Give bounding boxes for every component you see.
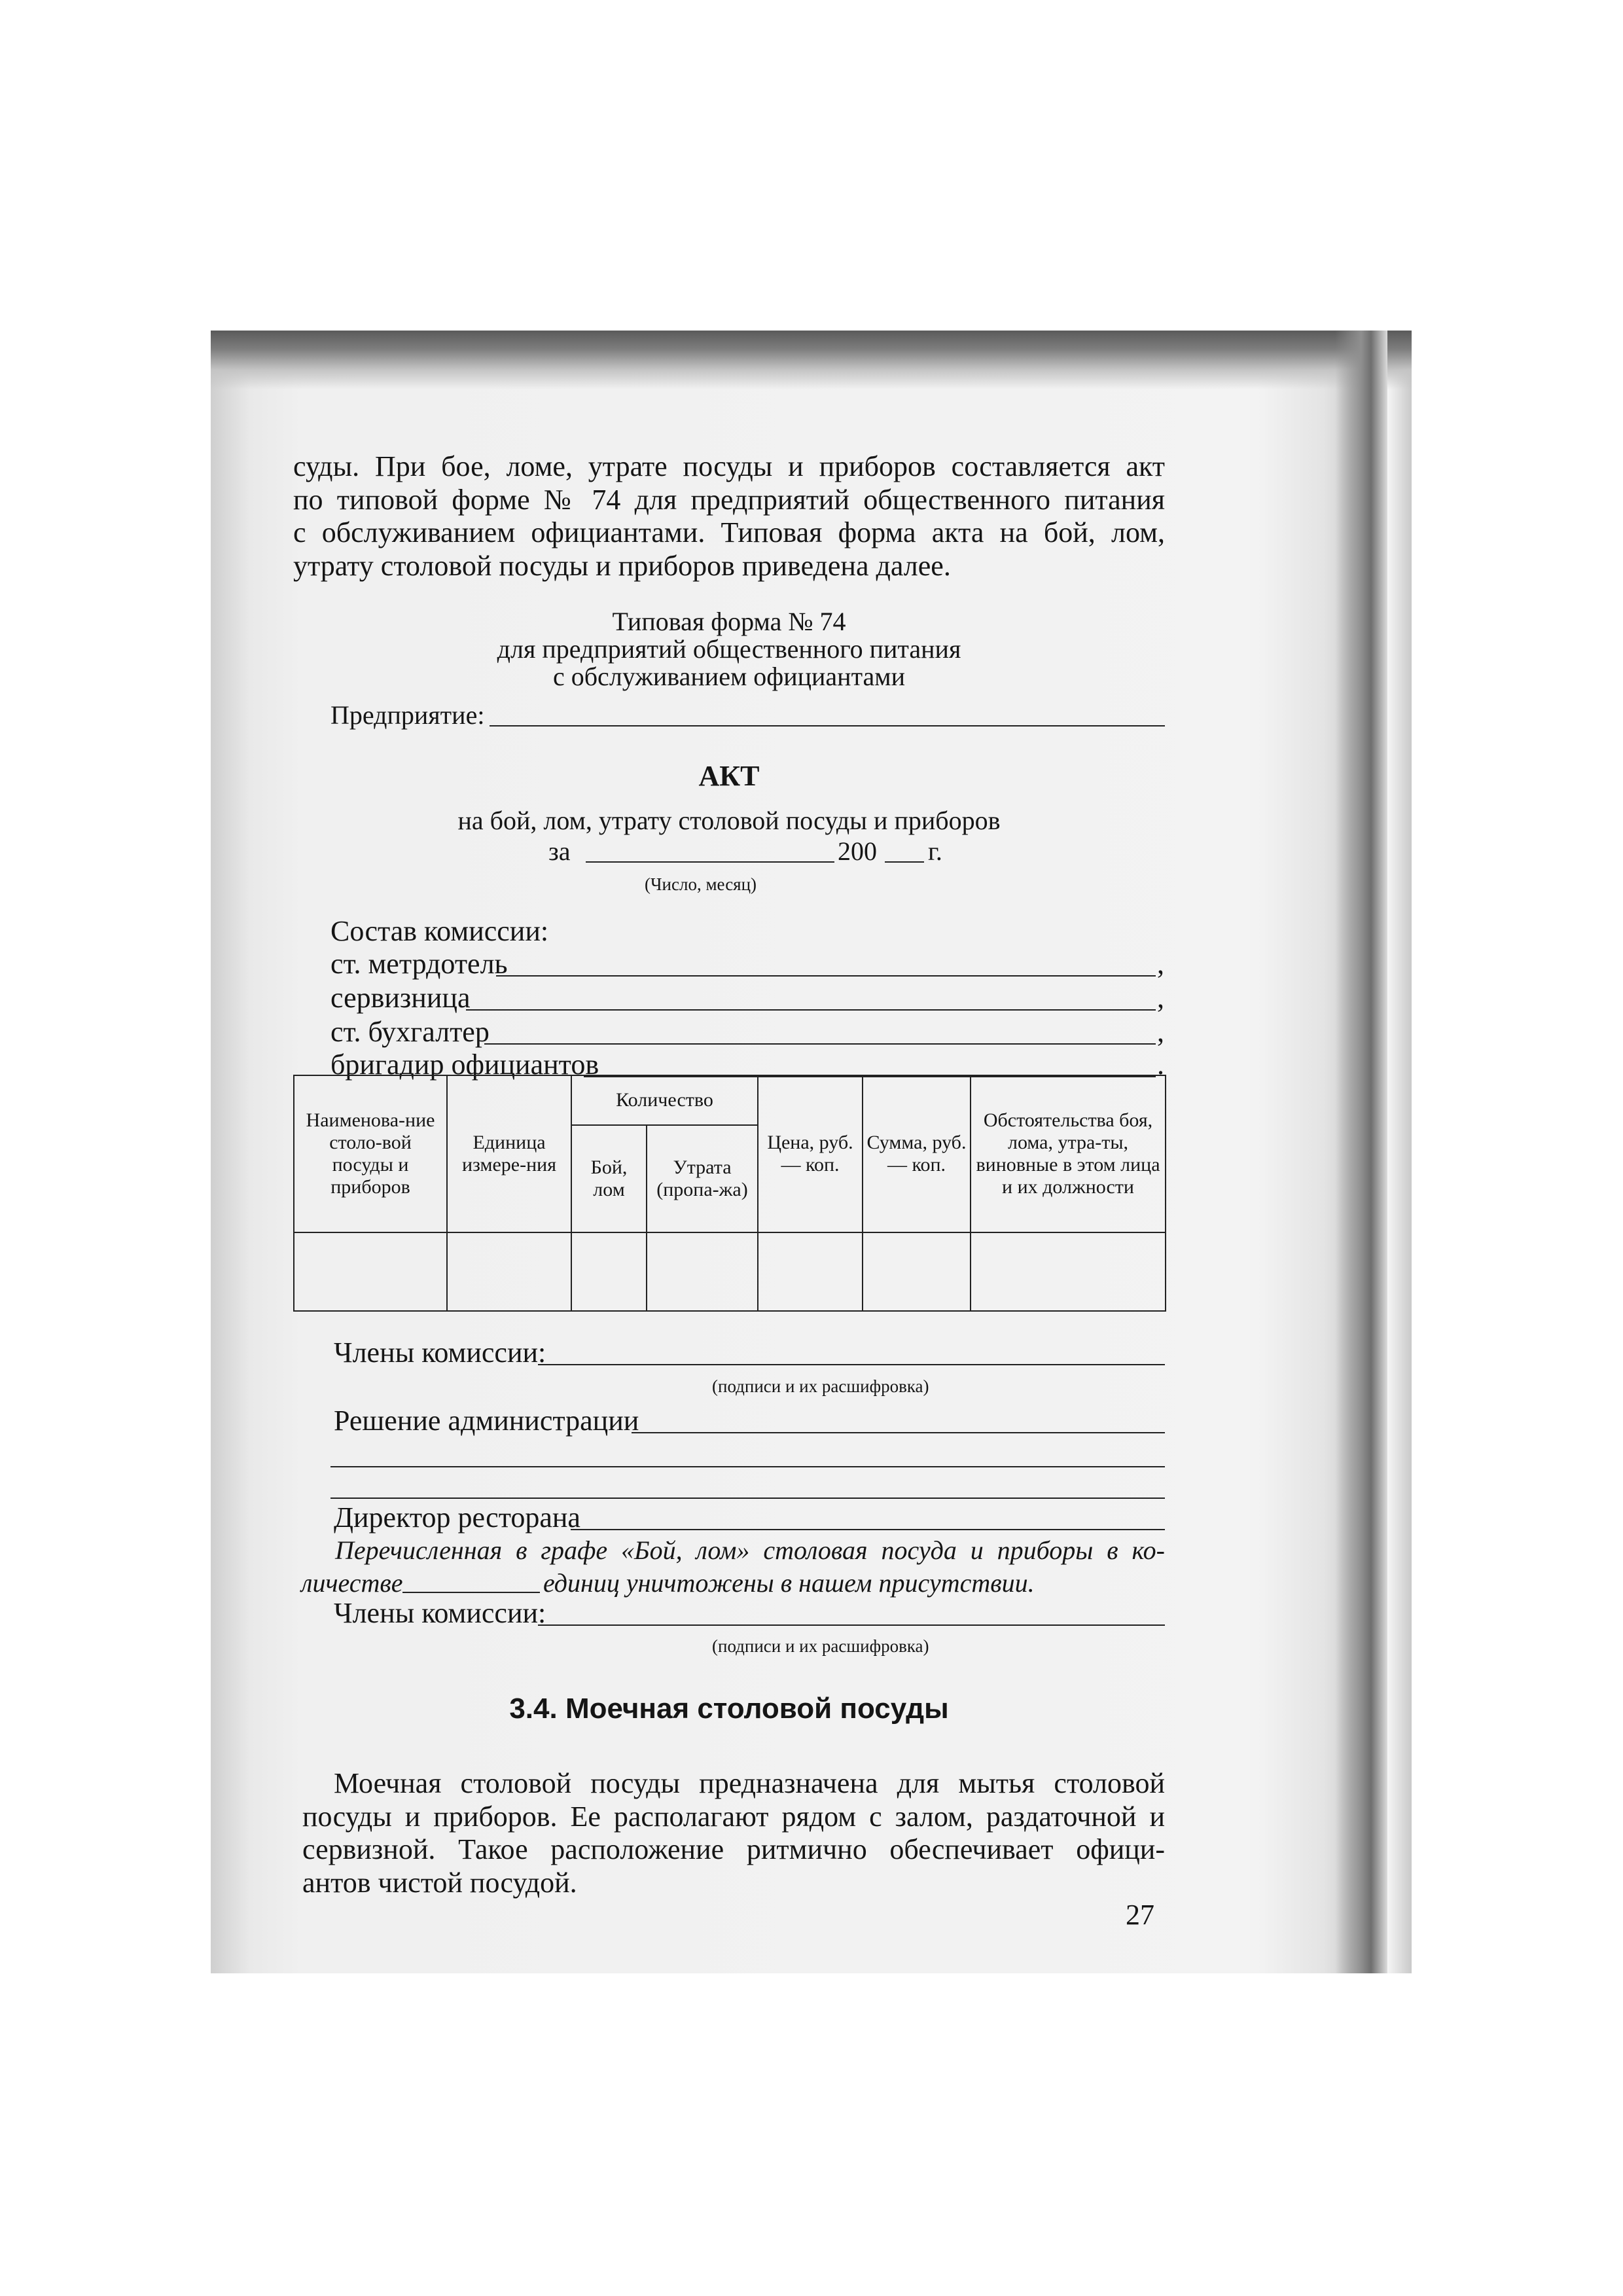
- commission-role: бригадир официантов: [330, 1049, 599, 1081]
- date-line: [586, 861, 834, 863]
- enterprise-label: Предприятие:: [330, 700, 485, 730]
- commission-end: ,: [1157, 982, 1164, 1014]
- commission-role: сервизница: [330, 982, 471, 1014]
- body-line: антов чистой посудой.: [302, 1866, 577, 1899]
- intro-paragraph: [293, 450, 1165, 583]
- commission-end: ,: [1157, 948, 1164, 980]
- body-line: Моечная столовой посуды предназначена для мытья столовой: [334, 1767, 1165, 1799]
- body-line: посуды и приборов. Ее располагают рядом с залом, раздаточной и: [302, 1800, 1165, 1833]
- form-header-line: с обслуживанием официантами: [552, 662, 906, 691]
- date-year: 200: [838, 836, 877, 866]
- col-sum-header: Сумма, руб. — коп.: [863, 1075, 971, 1232]
- commission-line: [484, 1043, 1156, 1045]
- act-table: [293, 1075, 1166, 1312]
- commission-line: [466, 1009, 1156, 1011]
- director-line: [571, 1529, 1165, 1530]
- decision-label: Решение администрации: [334, 1405, 639, 1437]
- destroyed-note-line2-start: личестве: [301, 1568, 403, 1598]
- col-lost-header: Утрата (пропа-жа): [647, 1125, 758, 1232]
- members-line-2: [538, 1624, 1165, 1626]
- date-hint: (Число, месяц): [645, 874, 757, 894]
- table-cell: [971, 1232, 1166, 1311]
- scan-top-shadow: [211, 331, 1412, 389]
- table-cell: [647, 1232, 758, 1311]
- members-label-2: Члены комиссии:: [334, 1597, 546, 1629]
- date-prefix: за: [548, 836, 571, 866]
- year-line: [885, 861, 924, 863]
- director-label: Директор ресторана: [334, 1501, 580, 1534]
- form-header-line: Типовая форма № 74: [612, 607, 846, 636]
- col-unit-header: Единица измере-ния: [447, 1075, 571, 1232]
- decision-line-3: [330, 1498, 1165, 1499]
- intro-line: утрату столовой посуды и приборов приведена далее.: [293, 549, 951, 582]
- form-header: [293, 608, 1165, 691]
- commission-title: Состав комиссии:: [330, 915, 549, 947]
- page-number: 27: [1126, 1899, 1154, 1931]
- intro-line: с обслуживанием официантами. Типовая форма акта на бой, лом,: [293, 516, 1165, 548]
- decision-line: [632, 1432, 1165, 1433]
- table-cell: [447, 1232, 571, 1311]
- commission-end: .: [1157, 1049, 1164, 1081]
- quantity-line: [402, 1592, 540, 1593]
- act-title: АКТ: [698, 760, 760, 792]
- table-cell: [758, 1232, 863, 1311]
- act-subtitle: на бой, лом, утрату столовой посуды и приборов: [457, 806, 1001, 835]
- commission-line: [496, 975, 1156, 977]
- table-cell: [571, 1232, 647, 1311]
- col-price-header: Цена, руб. — коп.: [758, 1075, 863, 1232]
- decision-line-2: [330, 1466, 1165, 1467]
- members-label: Члены комиссии:: [334, 1336, 546, 1369]
- intro-line: суды. При бое, ломе, утрате посуды и приборов составляется акт: [293, 450, 1165, 482]
- body-paragraph: [302, 1767, 1165, 1899]
- signatures-hint-2: (подписи и их расшифровка): [712, 1636, 929, 1656]
- commission-end: ,: [1157, 1016, 1164, 1048]
- col-circumstances-header: Обстоятельства боя, лома, утра-ты, виновные в этом лица и их должности: [971, 1075, 1166, 1232]
- destroyed-note-line1: Перечисленная в графе «Бой, лом» столовая посуда и приборы в ко-: [335, 1535, 1165, 1565]
- col-broken-header: Бой, лом: [571, 1125, 647, 1232]
- form-header-line: для предприятий общественного питания: [497, 634, 961, 664]
- signatures-hint: (подписи и их расшифровка): [712, 1376, 929, 1396]
- date-suffix: г.: [928, 836, 942, 866]
- destroyed-note-line2-end: единиц уничтожены в нашем присутствии.: [543, 1568, 1035, 1598]
- members-line: [538, 1364, 1165, 1365]
- table-cell: [863, 1232, 971, 1311]
- col-name-header: Наименова-ние столо-вой посуды и приборов: [294, 1075, 447, 1232]
- table-cell: [294, 1232, 447, 1311]
- scan-right-shadow: [1335, 331, 1387, 1973]
- body-line: сервизной. Такое расположение ритмично обеспечивает офици-: [302, 1833, 1165, 1865]
- col-quantity-header: Количество: [571, 1075, 758, 1125]
- commission-role: ст. метрдотель: [330, 948, 508, 980]
- section-heading: 3.4. Моечная столовой посуды: [509, 1693, 949, 1725]
- intro-line: по типовой форме № 74 для предприятий общественного питания: [293, 483, 1165, 516]
- commission-role: ст. бухгалтер: [330, 1016, 490, 1048]
- enterprise-line: [490, 725, 1165, 726]
